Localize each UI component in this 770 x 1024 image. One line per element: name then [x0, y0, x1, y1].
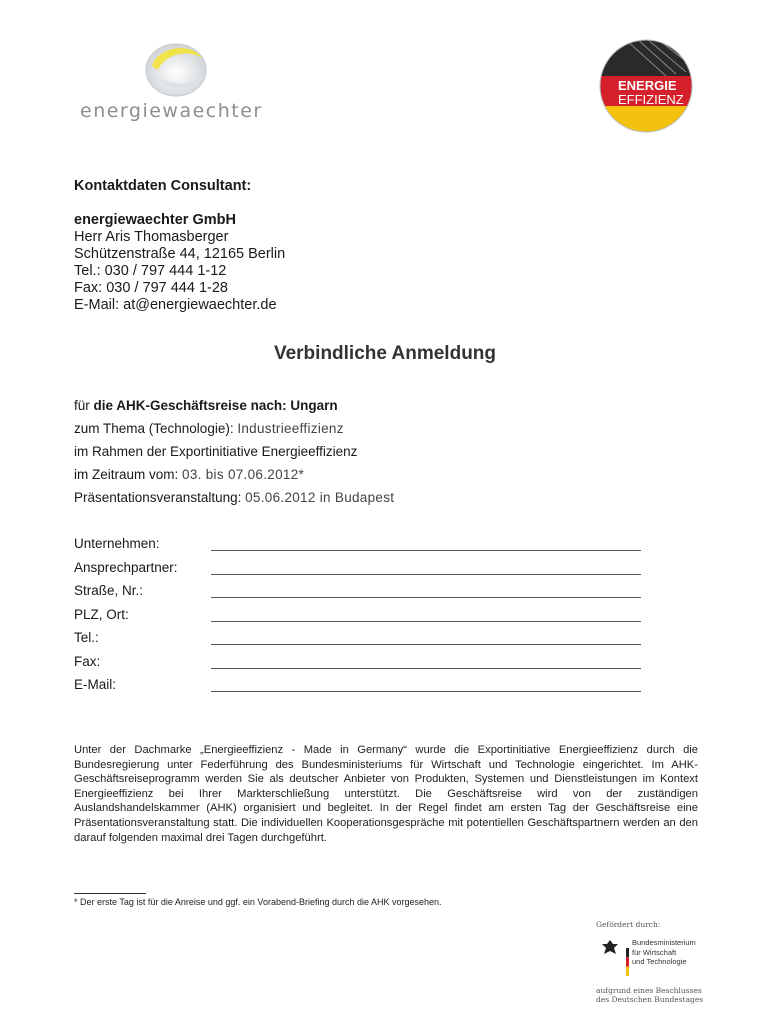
federal-eagle-icon	[600, 938, 620, 958]
logo-effizienz-text: EFFIZIENZ	[618, 92, 684, 107]
contact-email: E-Mail: at@energiewaechter.de	[74, 297, 277, 313]
contact-address: Schützenstraße 44, 12165 Berlin	[74, 246, 286, 262]
ministry-line-2: für Wirtschaft	[632, 947, 677, 957]
form-row-email	[74, 677, 654, 701]
footnote: * Der erste Tag ist für die Anreise und ggf. ein Vorabend-Briefing durch die AHK vorgesehen.	[74, 897, 442, 907]
detail-initiative	[74, 444, 694, 467]
detail-destination-value: Ungarn	[290, 398, 338, 413]
detail-presentation-label: Präsentationsveranstaltung:	[74, 490, 246, 505]
postcode-city-field[interactable]	[211, 621, 641, 622]
footnote-divider	[74, 893, 146, 894]
street-field[interactable]	[211, 597, 641, 598]
sponsor-resolution-line-2: des Deutschen Bundestages	[596, 995, 704, 1004]
phone-field[interactable]	[211, 644, 641, 645]
form-row-company	[74, 536, 654, 560]
detail-destination-label: die AHK-Geschäftsreise nach:	[93, 398, 291, 413]
detail-topic-label: zum Thema (Technologie):	[74, 421, 238, 436]
contact-person-label: Ansprechpartner:	[74, 559, 178, 575]
sponsor-block	[596, 920, 736, 1010]
page-title: Verbindliche Anmeldung	[273, 343, 497, 364]
company-label: Unternehmen:	[74, 536, 160, 551]
detail-topic	[74, 421, 694, 444]
detail-period-label: im Zeitraum vom:	[74, 467, 183, 482]
german-flag-stripe-icon	[626, 948, 629, 976]
postcode-city-label: PLZ, Ort:	[74, 606, 129, 622]
phone-label: Tel.:	[74, 630, 99, 645]
ministry-line-3: und Technologie	[632, 957, 687, 966]
form-row-street	[74, 583, 654, 607]
sponsor-resolution-line-1: aufgrund eines Beschlusses	[596, 986, 702, 995]
sponsor-heading: Gefördert durch:	[596, 920, 661, 929]
detail-topic-value: Industrieeffizienz	[237, 421, 344, 436]
ministry-line-1: Bundesministerium	[632, 938, 696, 947]
detail-destination	[74, 398, 694, 421]
energiewaechter-swirl-icon	[70, 40, 280, 102]
email-field[interactable]	[211, 691, 641, 692]
contact-phone: Tel.: 030 / 797 444 1-12	[74, 263, 227, 279]
detail-presentation-value: 05.06.2012 in Budapest	[245, 490, 395, 505]
contact-company: energiewaechter GmbH	[74, 212, 236, 228]
email-label: E-Mail:	[74, 677, 117, 692]
detail-prefix: für	[74, 398, 94, 413]
ministry-name	[632, 938, 696, 967]
contact-block	[74, 178, 494, 314]
registration-form	[74, 536, 654, 701]
trip-details	[74, 398, 694, 513]
fax-field[interactable]	[211, 668, 641, 669]
company-field[interactable]	[211, 550, 641, 551]
energieeffizienz-logo	[596, 36, 696, 136]
fax-label: Fax:	[74, 653, 101, 669]
contact-person: Herr Aris Thomasberger	[74, 229, 229, 245]
detail-period	[74, 467, 694, 490]
energiewaechter-logo	[70, 40, 280, 130]
form-row-phone	[74, 630, 654, 654]
form-row-contact	[74, 560, 654, 584]
logo-wordmark: energiewaechter	[80, 100, 263, 122]
contact-fax: Fax: 030 / 797 444 1-28	[74, 280, 228, 296]
contact-heading: Kontaktdaten Consultant:	[74, 178, 252, 194]
detail-presentation	[74, 490, 694, 513]
form-row-fax	[74, 654, 654, 678]
street-label: Straße, Nr.:	[74, 583, 144, 598]
detail-period-value: 03. bis 07.06.2012*	[182, 467, 305, 482]
description-paragraph: Unter der Dachmarke „Energieeffizienz - Made in Germany“ wurde die Exportinitiative Energieeffizienz durch die Bundesregierung unter Federführung des Bundesministeriums für Wirtschaft und Technologie eingerichtet. Im AHK-Geschäftsreiseprogramm werden Sie als deutscher Anbieter von Produkten, Systemen und Dienstleistungen im Kontext Energieeffizienz bei Ihrer Markterschließung unterstützt. Die Geschäftsreise wird von der zuständigen Auslandshandelskammer (AHK) organisiert und begleitet. In der Regel findet am ersten Tag der Geschäftsreise eine Präsentationsveranstaltung statt. Die individuellen Kooperationsgespräche mit potentiellen Geschäftspartnern werden an den darauf folgenden maximal drei Tagen durchgeführt.	[74, 744, 698, 844]
form-row-city	[74, 607, 654, 631]
detail-initiative-label: im Rahmen der Exportinitiative Energieeffizienz	[74, 444, 358, 459]
contact-person-field[interactable]	[211, 574, 641, 575]
sponsor-resolution	[596, 986, 703, 1004]
logo-energie-text: ENERGIE	[618, 78, 677, 93]
